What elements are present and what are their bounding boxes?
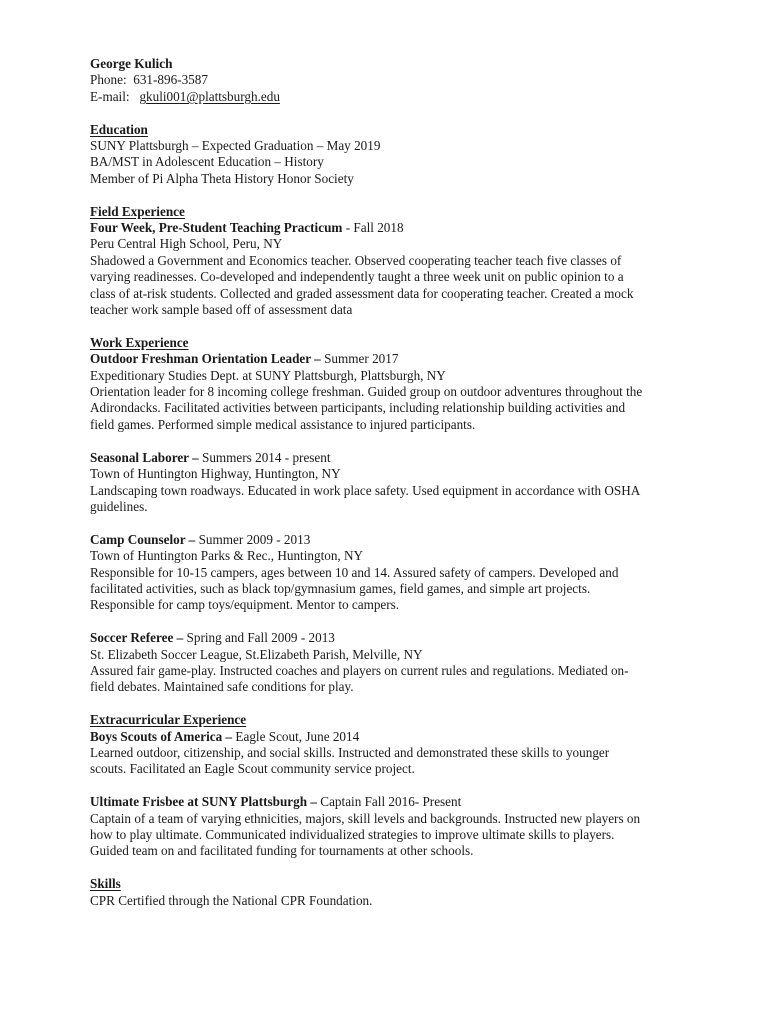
entry-description-line: Shadowed a Government and Economics teacher. Observed cooperating teacher teach five classes of xyxy=(90,252,622,268)
extracurricular-section xyxy=(90,712,690,860)
experience-entry xyxy=(90,630,690,696)
section-heading-extracurricular: Extracurricular Experience xyxy=(90,712,247,728)
entry-dates: - Fall 2018 xyxy=(342,220,404,236)
entry-description-line: Responsible for 10-15 campers, ages between 10 and 14. Assured safety of campers. Developed and xyxy=(90,564,619,580)
experience-entry xyxy=(90,794,690,860)
entry-title-line xyxy=(90,729,690,745)
entry-title-line xyxy=(90,450,690,466)
entry-title-line xyxy=(90,220,690,236)
entry-description-line: how to play ultimate. Communicated individualized strategies to improve ultimate skills to players. xyxy=(90,826,615,842)
experience-entry xyxy=(90,220,690,318)
entry-dates: Captain Fall 2016- Present xyxy=(316,794,462,810)
experience-entry xyxy=(90,351,690,433)
entry-title: Camp Counselor – xyxy=(90,531,196,547)
section-heading-education: Education xyxy=(90,121,148,137)
entry-description-line: Orientation leader for 8 incoming college freshman. Guided group on outdoor adventures throughout the xyxy=(90,384,643,400)
education-line: Member of Pi Alpha Theta History Honor Society xyxy=(90,170,354,186)
email-link[interactable]: gkuli001@plattsburgh.edu xyxy=(139,88,280,104)
entry-title-line xyxy=(90,630,690,646)
entry-title: Boys Scouts of America – xyxy=(90,728,233,744)
email-line xyxy=(90,89,690,105)
entry-description-line: Captain of a team of varying ethnicities, majors, skill levels and backgrounds. Instructed new players on xyxy=(90,810,641,826)
entry-dates: Summers 2014 - present xyxy=(198,449,331,465)
entry-description-line: Landscaping town roadways. Educated in work place safety. Used equipment in accordance with OSHA xyxy=(90,482,641,498)
entry-description-line: Guided team on and facilitated funding for tournaments at other schools. xyxy=(90,843,474,859)
candidate-name: George Kulich xyxy=(90,56,173,71)
entry-title-line xyxy=(90,794,690,810)
entry-title-line xyxy=(90,532,690,548)
section-heading-field-experience: Field Experience xyxy=(90,203,185,219)
entry-description-line: facilitated activities, such as black top/gymnasium games, field games, and simple art projects. xyxy=(90,580,591,596)
education-line: SUNY Plattsburgh – Expected Graduation – May 2019 xyxy=(90,138,381,154)
experience-entry xyxy=(90,450,690,516)
section-heading-skills: Skills xyxy=(90,876,121,892)
entry-description-line: Adirondacks. Facilitated activities between participants, including relationship building activities and xyxy=(90,400,626,416)
entry-description-line: Responsible for camp toys/equipment. Mentor to campers. xyxy=(90,597,400,613)
entry-dates: Summer 2009 - 2013 xyxy=(195,531,311,547)
phone-number: 631-896-3587 xyxy=(133,72,208,88)
contact-header xyxy=(90,56,690,105)
phone-label: Phone: xyxy=(90,72,127,88)
entry-location: Expeditionary Studies Dept. at SUNY Plattsburgh, Plattsburgh, NY xyxy=(90,367,446,383)
entry-description-line: teacher work sample based off of assessment data xyxy=(90,302,353,318)
skills-line: CPR Certified through the National CPR Foundation. xyxy=(90,892,373,908)
entry-description-line: field games. Performed simple medical assistance to injured participants. xyxy=(90,416,476,432)
section-heading-work-experience: Work Experience xyxy=(90,334,189,350)
entry-description-line: guidelines. xyxy=(90,498,148,514)
entry-location: Town of Huntington Highway, Huntington, NY xyxy=(90,466,341,482)
skills-section xyxy=(90,876,690,909)
entry-dates: Spring and Fall 2009 - 2013 xyxy=(183,630,335,646)
entry-location: St. Elizabeth Soccer League, St.Elizabeth Parish, Melville, NY xyxy=(90,646,423,662)
resume-document xyxy=(90,56,690,909)
entry-location: Town of Huntington Parks & Rec., Huntington, NY xyxy=(90,548,364,564)
entry-description-line: Assured fair game-play. Instructed coaches and players on current rules and regulations. Mediated on- xyxy=(90,662,629,678)
entry-title: Ultimate Frisbee at SUNY Plattsburgh – xyxy=(90,794,317,810)
entry-title: Four Week, Pre-Student Teaching Practicum xyxy=(90,220,343,236)
entry-title: Soccer Referee – xyxy=(90,630,184,646)
entry-dates: Summer 2017 xyxy=(320,351,399,367)
education-section xyxy=(90,122,690,188)
entry-description-line: class of at-risk students. Collected and graded assessment data for cooperating teacher. Created a mock xyxy=(90,285,634,301)
entry-description-line: varying readinesses. Co-developed and independently taught a three week unit on public opinion to a xyxy=(90,269,624,285)
entry-description-line: field debates. Maintained safe conditions for play. xyxy=(90,679,354,695)
entry-location: Peru Central High School, Peru, NY xyxy=(90,236,283,252)
entry-title-line xyxy=(90,351,690,367)
entry-dates: Eagle Scout, June 2014 xyxy=(232,728,360,744)
experience-entry xyxy=(90,532,690,614)
work-experience-section xyxy=(90,335,690,696)
phone-line xyxy=(90,72,690,88)
entry-description-line: scouts. Facilitated an Eagle Scout community service project. xyxy=(90,761,415,777)
entry-description-line: Learned outdoor, citizenship, and social skills. Instructed and demonstrated these skills to younger xyxy=(90,744,610,760)
email-label: E-mail: xyxy=(90,88,130,104)
entry-title: Outdoor Freshman Orientation Leader – xyxy=(90,351,321,367)
education-line: BA/MST in Adolescent Education – History xyxy=(90,154,324,170)
entry-title: Seasonal Laborer – xyxy=(90,449,199,465)
field-experience-section xyxy=(90,204,690,319)
experience-entry xyxy=(90,729,690,778)
